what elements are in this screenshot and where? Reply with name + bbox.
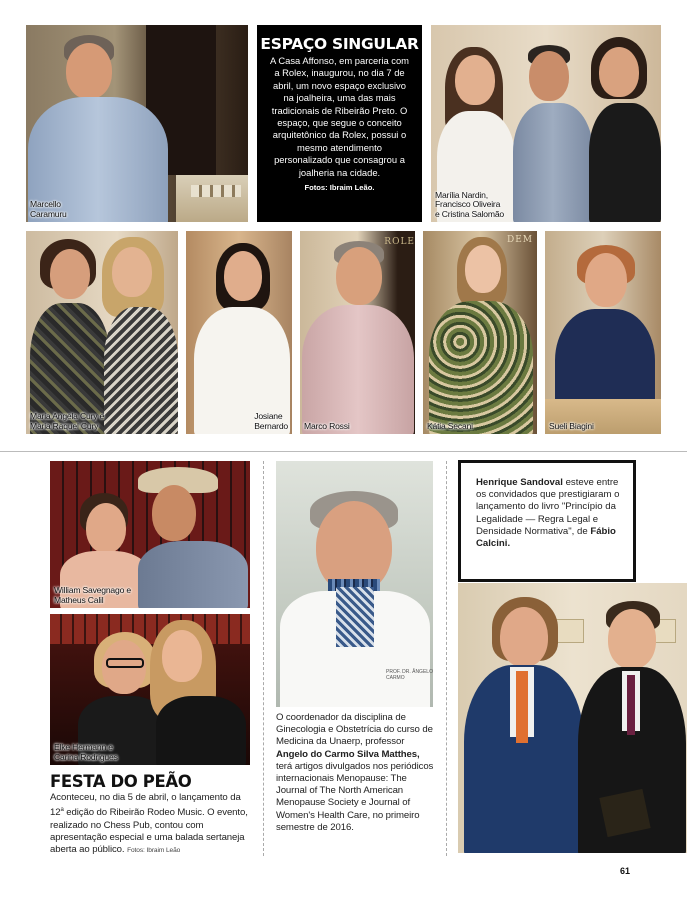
rolex-sign: ROLE [384, 237, 415, 247]
photo-marilia-francisco-cristina [431, 25, 661, 222]
photo-sueli-biagini [545, 231, 661, 434]
store-sign: DEM [506, 235, 533, 245]
espaco-singular-title: ESPAÇO SINGULAR [260, 35, 419, 53]
angelo-name: Angelo do Carmo Silva Matthes, [276, 748, 420, 760]
photo-maria-angela-raquel [26, 231, 178, 434]
henrique-text: Henrique Sandoval esteve entre os convidados que prestigiaram o lançamento do livro "Princípio da Legalidade — Regra Legal e Densidade Normativa", de Fábio Calcini. [476, 477, 620, 550]
henrique-box [458, 460, 636, 582]
festa-do-peao-text: Aconteceu, no dia 5 de abril, o lançamento da 12$^a$ edição do Ribeirão Rodeo Music. O evento, realizado no Chess Pub, contou com apresentação especial e uma balada sertaneja aberta ao público. Fotos: Ibraim Leão [50, 792, 248, 855]
fabio-name: Fábio Calcini. [476, 525, 616, 550]
photo-william-matheus [50, 461, 250, 608]
espaco-singular-text: A Casa Affonso, em parceria com a Rolex, inaugurou, no dia 7 de abril, um novo espaço exclusivo na joalheira, uma das mais tradicionais de Ribeirão Preto. O espaço, que segue o conceito arquitetônico da Rolex, possui o mesmo atendimento personalizado que consagrou a joalheria na cidade. [270, 55, 409, 178]
henrique-name: Henrique Sandoval [476, 477, 563, 488]
festa-do-peao-title: FESTA DO PEÃO [50, 772, 192, 791]
espaco-singular-credit: Fotos: Ibraim Leão. [304, 183, 375, 193]
caption-katia: Kátia Secani [427, 420, 473, 431]
caption-sueli: Sueli Biagini [549, 420, 594, 431]
column-separator-left [263, 461, 264, 856]
caption-william: William Savegnago e Matheus Calil [54, 585, 131, 605]
caption-marco: Marco Rossi [304, 420, 350, 431]
photo-henrique-fabio [458, 583, 687, 853]
caption-maria: Maria Angela Cury e Maria Raquel Cury [30, 411, 105, 431]
section-divider [0, 451, 687, 452]
caption-marcello: Marcello Caramuru [30, 199, 67, 219]
photo-josiane-bernardo [186, 231, 292, 434]
angelo-text: O coordenador da disciplina de Ginecologia e Obstetrícia do curso de Medicina da Unaerp, professor Angelo do Carmo Silva Matthes, terá artigos divulgados nos periódicos internacionais Menopause: The Journal of The North American Menopause Society e Journal of Women's Health Care, no primeiro semestre de 2016. [276, 712, 434, 833]
photo-marco-rossi [300, 231, 415, 434]
photo-angelo-matthes [276, 461, 433, 707]
photo-katia-secani [423, 231, 537, 434]
festa-credit: Fotos: Ibraim Leão [127, 847, 181, 854]
coat-label: PROF. DR. ÂNGELO CARMO [386, 669, 433, 681]
photo-elke-carina [50, 614, 250, 765]
photo-marcello-caramuru [26, 25, 248, 222]
caption-josiane: Josiane Bernardo [254, 411, 288, 431]
espaco-singular-box [257, 25, 422, 222]
ordinal-superscript: a [60, 807, 64, 814]
caption-elke: Elke Hermann e Carina Rodrigues [54, 742, 118, 762]
page-number: 61 [620, 866, 631, 876]
column-separator-right [446, 461, 447, 856]
caption-marilia: Marília Nardin, Francisco Oliveira e Cristina Salomão [435, 189, 505, 219]
